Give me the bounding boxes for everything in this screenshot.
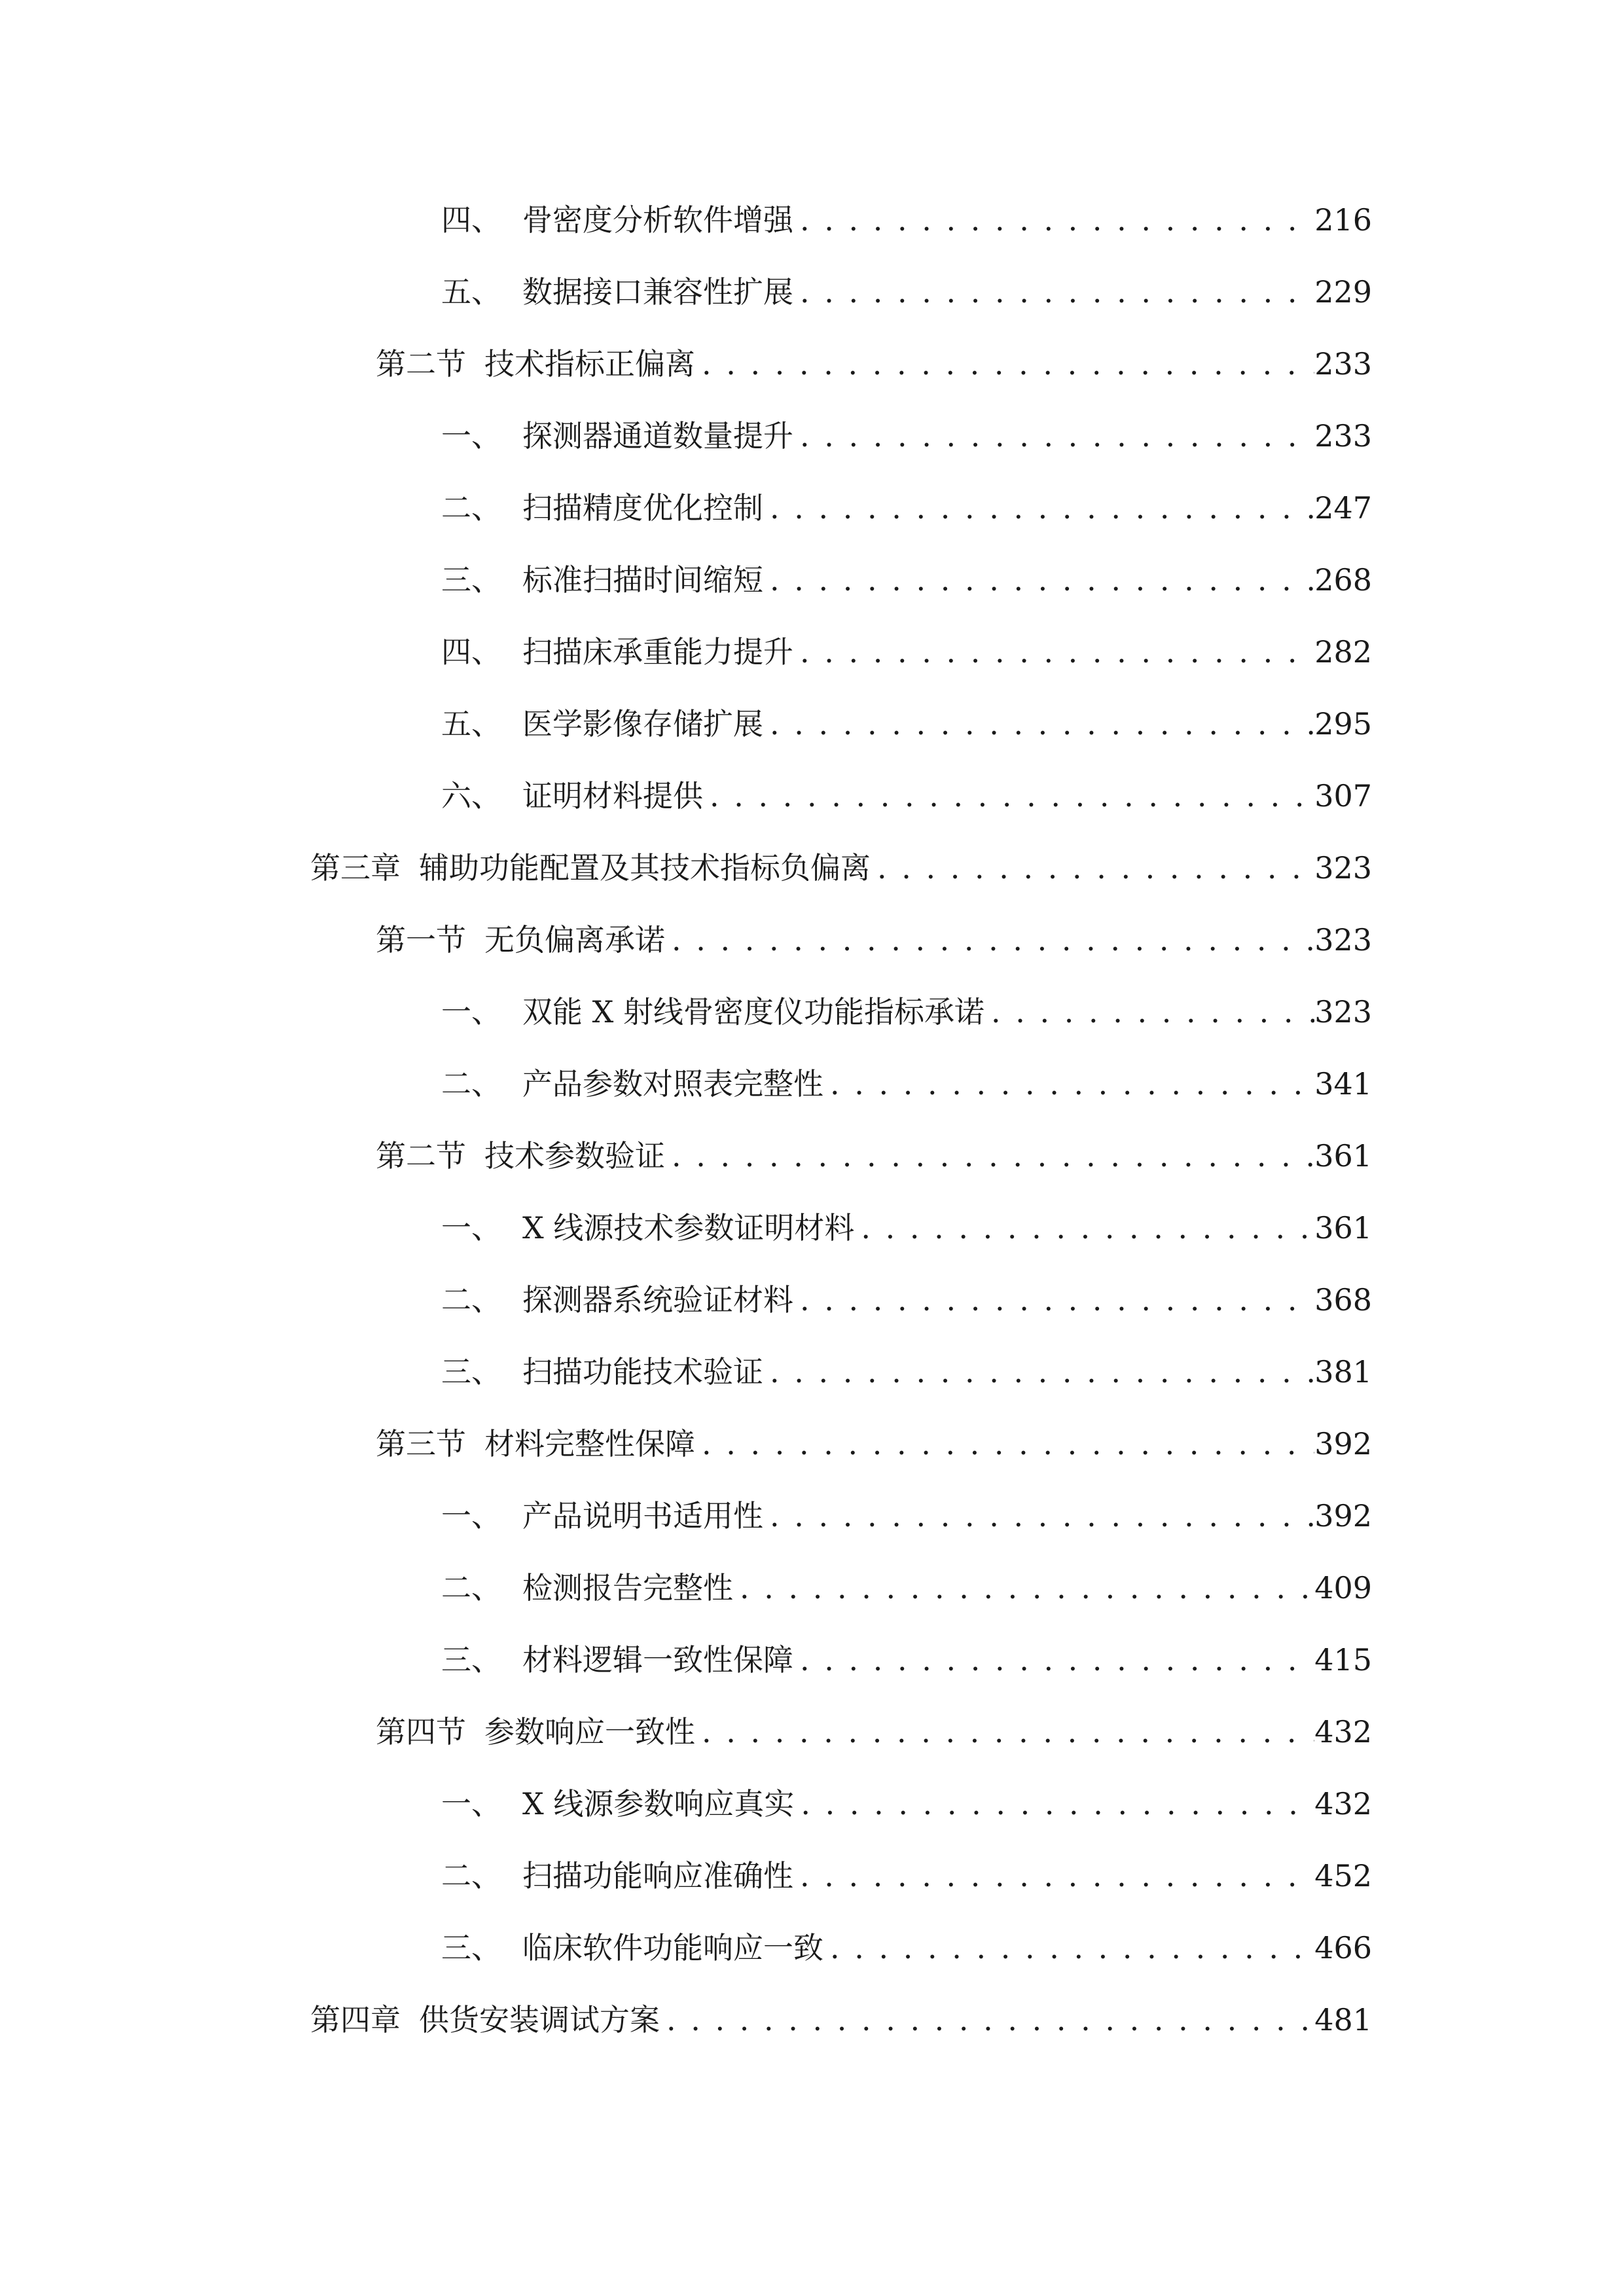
toc-entry-number: 第四节 bbox=[376, 1714, 466, 1749]
toc-entry-page: 323 bbox=[1314, 850, 1372, 886]
toc-entry-number: 一、 bbox=[441, 994, 501, 1030]
toc-entry-title: 扫描精度优化控制 bbox=[522, 490, 763, 526]
dot-leader bbox=[763, 554, 1314, 606]
dot-leader bbox=[665, 914, 1314, 966]
toc-entry-title: 材料完整性保障 bbox=[484, 1426, 695, 1462]
toc-entry[interactable] bbox=[441, 986, 1372, 1038]
toc-entry-title: 探测器通道数量提升 bbox=[522, 418, 793, 454]
toc-entry-title: 产品说明书适用性 bbox=[522, 1498, 763, 1534]
toc-entry[interactable] bbox=[441, 194, 1372, 246]
dot-leader bbox=[984, 986, 1314, 1038]
toc-entry-title: X 线源技术参数证明材料 bbox=[522, 1210, 855, 1246]
toc-entry[interactable] bbox=[441, 1922, 1372, 1974]
toc-entry-page: 233 bbox=[1314, 418, 1372, 454]
toc-entry-page: 323 bbox=[1314, 922, 1372, 958]
toc-entry-number: 第三章 bbox=[310, 850, 401, 886]
dot-leader bbox=[703, 770, 1314, 822]
toc-entry-title: 技术指标正偏离 bbox=[484, 346, 695, 382]
dot-leader bbox=[793, 626, 1314, 678]
toc-entry-page: 452 bbox=[1314, 1858, 1372, 1893]
toc-entry-number: 一、 bbox=[441, 1786, 501, 1821]
toc-entry-page: 392 bbox=[1314, 1498, 1372, 1534]
toc-entry-title: 骨密度分析软件增强 bbox=[522, 202, 793, 238]
toc-entry[interactable] bbox=[376, 1130, 1372, 1182]
toc-entry-page: 295 bbox=[1314, 706, 1372, 742]
toc-entry[interactable] bbox=[441, 1490, 1372, 1542]
toc-entry-number: 二、 bbox=[441, 1282, 501, 1318]
dot-leader bbox=[793, 1634, 1314, 1686]
toc-entry-title: 材料逻辑一致性保障 bbox=[522, 1642, 793, 1677]
toc-entry-number: 二、 bbox=[441, 1066, 501, 1102]
toc-entry-number: 第二节 bbox=[376, 1138, 466, 1174]
toc-entry-page: 323 bbox=[1314, 994, 1372, 1030]
toc-entry-page: 268 bbox=[1314, 562, 1372, 598]
toc-entry[interactable] bbox=[441, 770, 1372, 822]
toc-entry-page: 361 bbox=[1314, 1138, 1372, 1174]
toc-entry-number: 二、 bbox=[441, 1570, 501, 1605]
toc-entry-number: 三、 bbox=[441, 1930, 501, 1965]
dot-leader bbox=[695, 1418, 1314, 1470]
dot-leader bbox=[660, 1994, 1314, 2046]
toc-entry-number: 第四章 bbox=[310, 2002, 401, 2037]
toc-entry[interactable] bbox=[376, 1706, 1372, 1758]
toc-entry-title: 数据接口兼容性扩展 bbox=[522, 274, 793, 310]
dot-leader bbox=[793, 1274, 1314, 1326]
toc-entry-title: 检测报告完整性 bbox=[522, 1570, 733, 1605]
toc-entry-page: 307 bbox=[1314, 778, 1372, 814]
toc-entry-number: 一、 bbox=[441, 418, 501, 454]
dot-leader bbox=[823, 1058, 1314, 1110]
toc-entry-title: 标准扫描时间缩短 bbox=[522, 562, 763, 598]
dot-leader bbox=[695, 338, 1314, 390]
toc-entry-page: 415 bbox=[1314, 1642, 1372, 1677]
toc-entry-title: 临床软件功能响应一致 bbox=[522, 1930, 823, 1965]
toc-entry-title: 供货安装调试方案 bbox=[419, 2002, 660, 2037]
dot-leader bbox=[794, 1778, 1314, 1830]
toc-entry-number: 第三节 bbox=[376, 1426, 466, 1462]
dot-leader bbox=[763, 1490, 1314, 1542]
toc-entry-page: 361 bbox=[1314, 1210, 1372, 1246]
toc-entry-page: 481 bbox=[1314, 2002, 1372, 2037]
toc-entry-page: 432 bbox=[1314, 1714, 1372, 1749]
dot-leader bbox=[854, 1202, 1314, 1254]
dot-leader bbox=[793, 194, 1314, 246]
toc-entry-number: 三、 bbox=[441, 562, 501, 598]
toc-entry-number: 五、 bbox=[441, 274, 501, 310]
toc-entry-number: 第一节 bbox=[376, 922, 466, 958]
toc-entry[interactable] bbox=[441, 1850, 1372, 1902]
toc-entry-number: 三、 bbox=[441, 1642, 501, 1677]
dot-leader bbox=[763, 1346, 1314, 1398]
toc-entry-number: 第二节 bbox=[376, 346, 466, 382]
toc-entry-number: 四、 bbox=[441, 202, 501, 238]
toc-entry[interactable] bbox=[441, 698, 1372, 750]
toc-entry-page: 282 bbox=[1314, 634, 1372, 670]
toc-entry[interactable] bbox=[441, 266, 1372, 318]
toc-entry[interactable] bbox=[441, 554, 1372, 606]
toc-entry-title: X 线源参数响应真实 bbox=[522, 1786, 795, 1821]
toc-entry-page: 466 bbox=[1314, 1930, 1372, 1965]
toc-entry[interactable] bbox=[441, 1562, 1372, 1614]
toc-entry-title: 医学影像存储扩展 bbox=[522, 706, 763, 742]
toc-entry-page: 341 bbox=[1314, 1066, 1372, 1102]
toc-entry-number: 一、 bbox=[441, 1210, 501, 1246]
dot-leader bbox=[763, 482, 1314, 534]
dot-leader bbox=[793, 1850, 1314, 1902]
toc-entry[interactable] bbox=[441, 1346, 1372, 1398]
toc-entry-number: 四、 bbox=[441, 634, 501, 670]
dot-leader bbox=[793, 266, 1314, 318]
toc-entry-number: 二、 bbox=[441, 1858, 501, 1893]
toc-entry-number: 一、 bbox=[441, 1498, 501, 1534]
toc-entry-title: 产品参数对照表完整性 bbox=[522, 1066, 823, 1102]
toc-entry-title: 参数响应一致性 bbox=[484, 1714, 695, 1749]
toc-entry-number: 二、 bbox=[441, 490, 501, 526]
toc-entry-page: 233 bbox=[1314, 346, 1372, 382]
toc-entry-page: 392 bbox=[1314, 1426, 1372, 1462]
toc-entry-page: 409 bbox=[1314, 1570, 1372, 1605]
toc-entry-number: 五、 bbox=[441, 706, 501, 742]
toc-entry[interactable] bbox=[310, 1994, 1372, 2046]
dot-leader bbox=[665, 1130, 1314, 1182]
toc-entry-page: 247 bbox=[1314, 490, 1372, 526]
toc-entry[interactable] bbox=[376, 914, 1372, 966]
toc-entry-title: 扫描功能技术验证 bbox=[522, 1354, 763, 1390]
toc-entry[interactable] bbox=[441, 410, 1372, 462]
toc-entry-page: 368 bbox=[1314, 1282, 1372, 1318]
toc-entry[interactable] bbox=[441, 626, 1372, 678]
dot-leader bbox=[733, 1562, 1314, 1614]
toc-entry[interactable] bbox=[376, 1418, 1372, 1470]
toc-entry-page: 381 bbox=[1314, 1354, 1372, 1390]
dot-leader bbox=[871, 842, 1314, 894]
toc-entry[interactable] bbox=[441, 482, 1372, 534]
toc-entry-title: 扫描功能响应准确性 bbox=[522, 1858, 793, 1893]
toc-entry-page: 432 bbox=[1314, 1786, 1372, 1821]
toc-entry-title: 辅助功能配置及其技术指标负偏离 bbox=[419, 850, 871, 886]
toc-entry[interactable] bbox=[441, 1274, 1372, 1326]
toc-entry-title: 扫描床承重能力提升 bbox=[522, 634, 793, 670]
toc-entry-title: 技术参数验证 bbox=[484, 1138, 665, 1174]
dot-leader bbox=[763, 698, 1314, 750]
toc-entry-title: 证明材料提供 bbox=[522, 778, 703, 814]
toc-entry-page: 216 bbox=[1314, 202, 1372, 238]
toc-entry-page: 229 bbox=[1314, 274, 1372, 310]
dot-leader bbox=[793, 410, 1314, 462]
toc-entry[interactable] bbox=[376, 338, 1372, 390]
toc-entry-title: 无负偏离承诺 bbox=[484, 922, 665, 958]
toc-entry-title: 双能 X 射线骨密度仪功能指标承诺 bbox=[522, 994, 984, 1030]
toc-entry[interactable] bbox=[310, 842, 1372, 894]
toc-entry[interactable] bbox=[441, 1058, 1372, 1110]
dot-leader bbox=[695, 1706, 1314, 1758]
toc-entry-number: 六、 bbox=[441, 778, 501, 814]
toc-entry[interactable] bbox=[441, 1634, 1372, 1686]
dot-leader bbox=[823, 1922, 1314, 1974]
toc-entry[interactable] bbox=[441, 1202, 1372, 1254]
toc-entry-title: 探测器系统验证材料 bbox=[522, 1282, 793, 1318]
toc-entry-number: 三、 bbox=[441, 1354, 501, 1390]
toc-entry[interactable] bbox=[441, 1778, 1372, 1830]
